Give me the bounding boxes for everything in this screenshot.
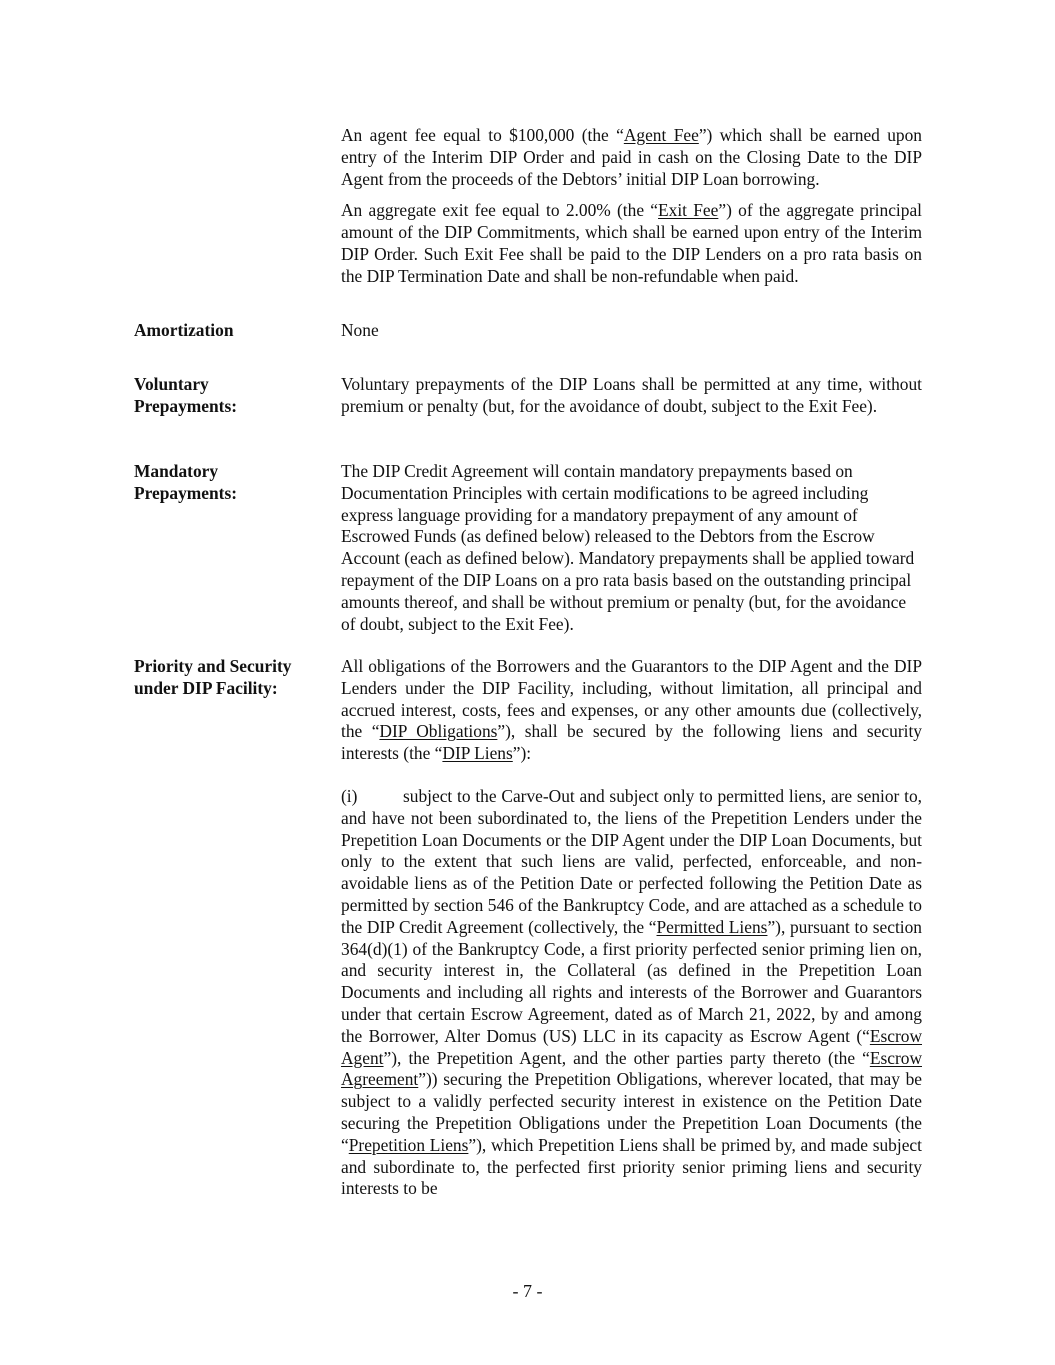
exit-fee-paragraph xyxy=(341,200,922,287)
amortization-label xyxy=(134,320,326,342)
priority-intro-text-1: All obligations of the Borrowers and the Guarantors to the DIP Agent and the DIP Lenders under the DIP Facility, including, without limitation, all principal and accrued interest, costs, fees and expenses, or any other amounts due (collectively, the “ xyxy=(341,656,922,742)
item-i-text-4: ”)) securing the Prepetition Obligations, wherever located, that may be subject to a validly perfected security interest in existence on the Petition Date securing the Prepetition Obligations under the Prepetition Loan Documents (the “ xyxy=(341,1069,922,1155)
priority-intro-paragraph xyxy=(341,656,922,765)
exit-fee-text-pre: An aggregate exit fee equal to 2.00% (the “ xyxy=(341,200,659,221)
amortization-label-text: Amortization xyxy=(134,320,234,340)
amortization-content xyxy=(341,320,922,342)
priority-intro-text-3: ”): xyxy=(512,743,532,764)
exit-fee-text-post: ”) of the aggregate principal amount of the DIP Commitments, which shall be earned upon entry of the Interim DIP Order. Such Exit Fee shall be paid to the DIP Lenders on a pro rata basis on the DIP Termination Date and shall be non-refundable when paid. xyxy=(341,200,922,286)
agent-fee-text-pre: An agent fee equal to $100,000 (the “ xyxy=(341,125,624,145)
amortization-text: None xyxy=(341,320,379,340)
voluntary-prepayments-content xyxy=(341,374,922,418)
mandatory-prepayments-content xyxy=(341,461,922,635)
item-i-text-1: subject to the Carve-Out and subject only to permitted liens, are senior to, and have not been subordinated to, the liens of the Prepetition Lenders under the Prepetition Loan Documents or the DIP Agent under the DIP Loan Documents, but only to the extent that such liens are valid, perfected, enforceable, and non-avoidable liens as of the Petition Date or perfected following the Petition Date as permitted by section 546 of the Bankruptcy Code, and are attached as a schedule to the DIP Credit Agreement (collectively, the “ xyxy=(341,785,922,937)
dip-obligations-term: DIP Obligations xyxy=(379,721,498,742)
item-i-paragraph xyxy=(341,786,922,1200)
voluntary-prepayments-text: Voluntary prepayments of the DIP Loans shall be permitted at any time, without premium or penalty (but, for the avoidance of doubt, subject to the Exit Fee). xyxy=(341,374,922,416)
agent-fee-term: Agent Fee xyxy=(623,125,699,145)
priority-security-label xyxy=(134,656,326,700)
escrow-agent-term: Escrow Agent xyxy=(341,1025,922,1068)
exit-fee-term: Exit Fee xyxy=(658,200,719,221)
fees-content xyxy=(341,125,922,288)
item-i-text-5: ”), which Prepetition Liens shall be primed by, and made subject and subordinate to, the perfected first priority senior priming liens and security interests to be xyxy=(341,1134,922,1199)
mandatory-label-line1: Mandatory xyxy=(134,461,219,481)
dip-liens-term: DIP Liens xyxy=(442,743,513,764)
item-i-text-3: ”), the Prepetition Agent, and the other parties party thereto (the “ xyxy=(383,1047,870,1068)
agent-fee-paragraph xyxy=(341,125,922,190)
item-i-marker: (i) xyxy=(341,785,358,806)
escrow-agreement-term: Escrow Agreement xyxy=(341,1047,922,1090)
page-number: - 7 - xyxy=(512,1281,543,1301)
voluntary-label-line2: Prepayments: xyxy=(134,395,238,416)
agent-fee-text-post: ”) which shall be earned upon entry of the Interim DIP Order and paid in cash on the Closing Date to the DIP Agent from the proceeds of the Debtors’ initial DIP Loan borrowing. xyxy=(341,125,922,189)
priority-label-line1: Priority and Security xyxy=(134,656,292,676)
priority-security-content xyxy=(341,656,922,1200)
priority-intro-text-2: ”), shall be secured by the following liens and security interests (the “ xyxy=(341,721,922,764)
permitted-liens-term: Permitted Liens xyxy=(656,916,768,937)
voluntary-label-line1: Voluntary xyxy=(134,374,209,394)
voluntary-prepayments-label xyxy=(134,374,326,418)
prepetition-liens-term: Prepetition Liens xyxy=(348,1134,469,1155)
priority-label-line2: under DIP Facility: xyxy=(134,677,278,698)
mandatory-label-line2: Prepayments: xyxy=(134,482,238,503)
item-i-text-2: ”), pursuant to section 364(d)(1) of the Bankruptcy Code, a first priority perfected senior priming lien on, and security interest in, the Collateral (as defined in the Prepetition Loan Documents and including all rights and interests of the Borrower and Guarantors under that certain Escrow Agreement, dated as of March 21, 2022, by and among the Borrower, Alter Domus (US) LLC in its capacity as Escrow Agent (“ xyxy=(341,916,923,1046)
mandatory-prepayments-text: The DIP Credit Agreement will contain mandatory prepayments based on Documentation Principles with certain modifications to be agreed including express language providing for a mandatory prepayment of any amount of Escrowed Funds (as defined below) released to the Debtors from the Escrow Account (each as defined below). Mandatory prepayments shall be applied toward repayment of the DIP Loans on a pro rata basis based on the outstanding principal amounts thereof, and shall be without premium or penalty (but, for the avoidance of doubt, subject to the Exit Fee). xyxy=(341,461,915,634)
mandatory-prepayments-label xyxy=(134,461,326,505)
